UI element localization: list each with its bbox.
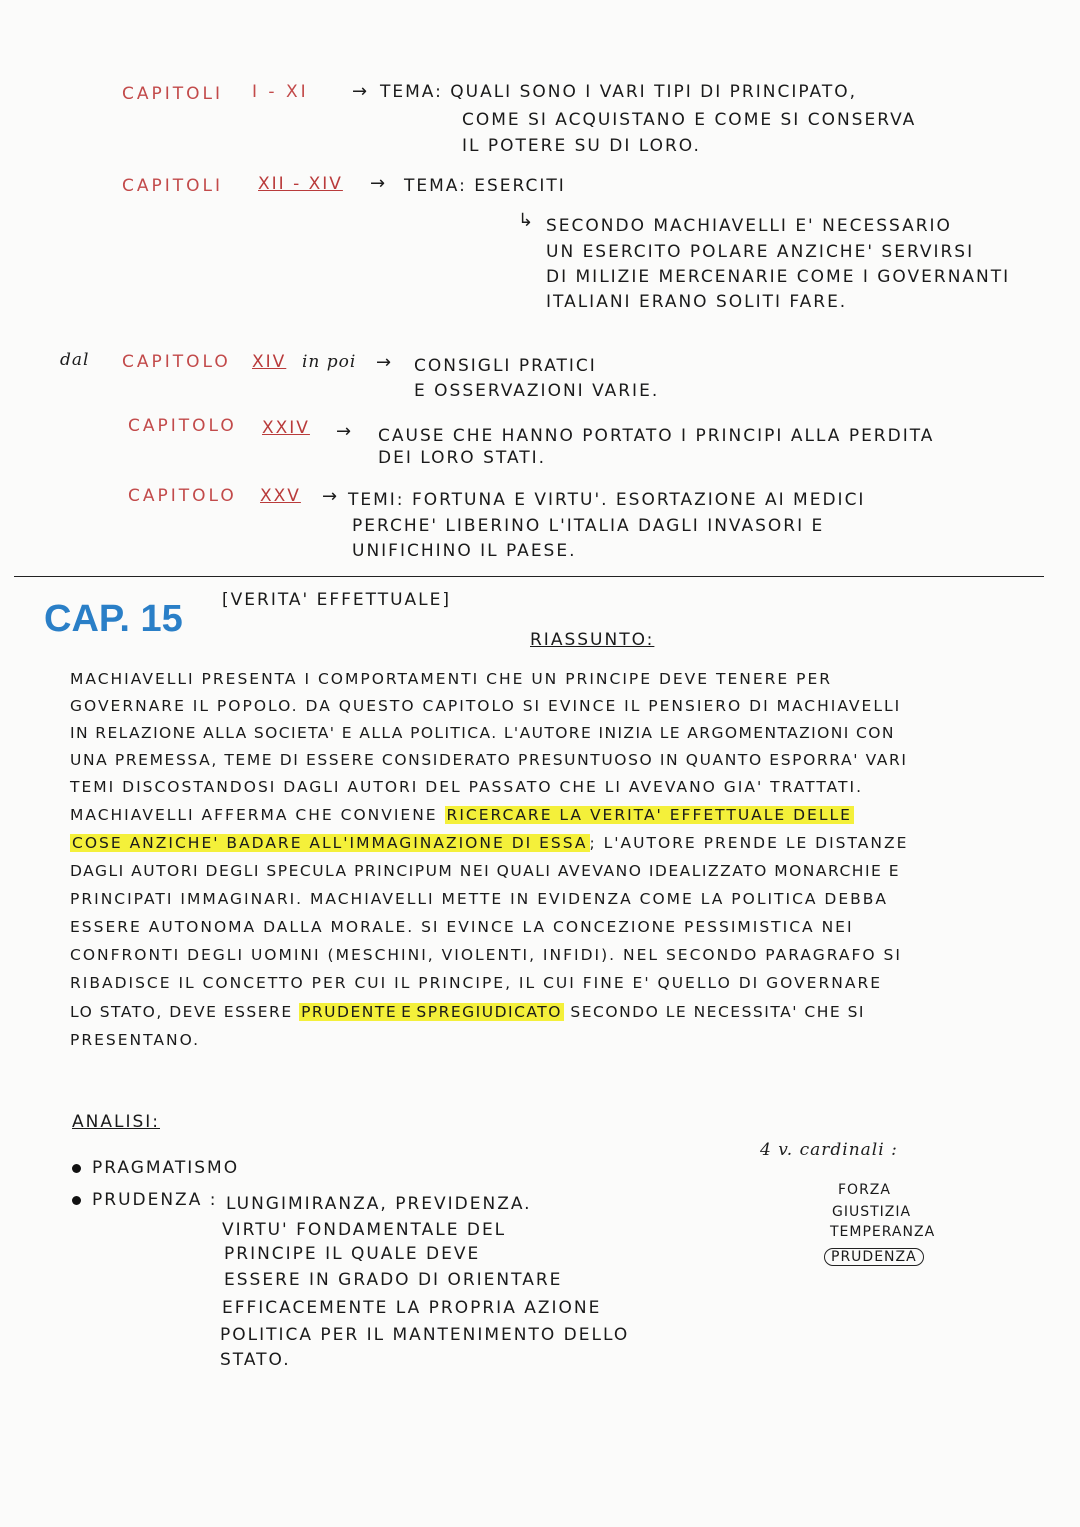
analysis-detail: ESSERE IN GRADO DI ORIENTARE — [224, 1270, 563, 1290]
arrow-right-icon: → — [322, 486, 338, 507]
analysis-point: PRUDENZA : — [92, 1190, 218, 1210]
chapter-number: XXIV — [262, 418, 310, 438]
virtue-item-circled: PRUDENZA — [824, 1248, 924, 1266]
prefix-text: dal — [60, 350, 90, 370]
summary-text: ; L'AUTORE PRENDE LE DISTANZE — [589, 834, 909, 852]
chapter-number: XIV — [252, 352, 287, 372]
chapters-label: CAPITOLI — [122, 176, 224, 196]
note-line: PERCHE' LIBERINO L'ITALIA DAGLI INVASORI E — [352, 516, 825, 536]
summary-text: LO STATO, DEVE ESSERE — [70, 1003, 293, 1021]
note-line: SECONDO MACHIAVELLI E' NECESSARIO — [546, 216, 952, 236]
theme-text: TEMA: ESERCITI — [404, 176, 566, 196]
note-line: CAUSE CHE HANNO PORTATO I PRINCIPI ALLA PERDITA — [378, 426, 935, 446]
summary-text: SECONDO LE NECESSITA' CHE SI — [570, 1003, 866, 1021]
arrow-right-icon: → — [376, 352, 392, 373]
chapters-range: I - XI — [252, 82, 309, 102]
note-line: DI MILIZIE MERCENARIE COME I GOVERNANTI — [546, 267, 1011, 287]
chapter-title: CAP. 15 — [44, 598, 183, 640]
summary-line: PRESENTANO. — [70, 1031, 201, 1049]
note-line: ITALIANI ERANO SOLITI FARE. — [546, 292, 848, 312]
summary-heading: RIASSUNTO: — [530, 630, 655, 650]
arrow-right-icon: → — [352, 81, 368, 102]
arrow-down-right-icon: ↳ — [518, 210, 534, 231]
virtue-item: FORZA — [838, 1182, 891, 1198]
highlight-prudente: PRUDENTE — [301, 1003, 398, 1021]
analysis-detail: EFFICACEMENTE LA PROPRIA AZIONE — [222, 1298, 602, 1318]
summary-text: MACHIAVELLI AFFERMA CHE CONVIENE — [70, 806, 438, 824]
analysis-detail: POLITICA PER IL MANTENIMENTO DELLO — [220, 1325, 630, 1345]
chapter-label: CAPITOLO — [128, 486, 237, 506]
arrow-right-icon: → — [336, 421, 352, 442]
chapters-range: XII - XIV — [258, 174, 343, 194]
theme-text-line: COME SI ACQUISTANO E COME SI CONSERVA — [462, 110, 917, 130]
note-line: UNIFICHINO IL PAESE. — [352, 541, 577, 561]
theme-text-line: IL POTERE SU DI LORO. — [462, 136, 701, 156]
note-line: CONSIGLI PRATICI — [414, 356, 597, 376]
arrow-right-icon: → — [370, 173, 386, 194]
summary-line: DAGLI AUTORI DEGLI SPECULA PRINCIPUM NEI QUALI AVEVANO IDEALIZZATO MONARCHIE E — [70, 862, 901, 880]
bullet-icon — [72, 1196, 81, 1205]
note-line: DEI LORO STATI. — [378, 448, 547, 468]
analysis-detail: VIRTU' FONDAMENTALE DEL — [222, 1220, 507, 1240]
virtue-item: TEMPERANZA — [830, 1224, 936, 1240]
summary-line: GOVERNARE IL POPOLO. DA QUESTO CAPITOLO SI EVINCE IL PENSIERO DI MACHIAVELLI — [70, 697, 902, 715]
analysis-detail: PRINCIPE IL QUALE DEVE — [224, 1244, 481, 1264]
analysis-detail: STATO. — [220, 1350, 291, 1370]
highlight-truth: COSE ANZICHE' BADARE ALL'IMMAGINAZIONE DI ESSA — [72, 834, 588, 852]
summary-line: TEMI DISCOSTANDOSI DAGLI AUTORI DEL PASSATO CHE LI AVEVANO GIA' TRATTATI. — [70, 778, 863, 796]
summary-line — [70, 1003, 865, 1021]
summary-line: RIBADISCE IL CONCETTO PER CUI IL PRINCIPE, IL CUI FINE E' QUELLO DI GOVERNARE — [70, 974, 883, 992]
highlight-spregiudicato: SPREGIUDICATO — [416, 1003, 562, 1021]
summary-line: UNA PREMESSA, TEME DI ESSERE CONSIDERATO PRESUNTUOSO IN QUANTO ESPORRA' VARI — [70, 751, 908, 769]
note-line: TEMI: FORTUNA E VIRTU'. ESORTAZIONE AI MEDICI — [348, 490, 866, 510]
summary-line: IN RELAZIONE ALLA SOCIETA' E ALLA POLITICA. L'AUTORE INIZIA LE ARGOMENTAZIONI CON — [70, 724, 895, 742]
summary-line: PRINCIPATI IMMAGINARI. MACHIAVELLI METTE IN EVIDENZA COME LA POLITICA DEBBA — [70, 890, 889, 908]
note-line: UN ESERCITO POLARE ANZICHE' SERVIRSI — [546, 242, 975, 262]
note-line: E OSSERVAZIONI VARIE. — [414, 381, 660, 401]
suffix-text: in poi — [302, 352, 357, 372]
chapter-number: XXV — [260, 486, 301, 506]
cardinal-heading: 4 v. cardinali : — [760, 1140, 898, 1160]
highlight-truth: RICERCARE LA VERITA' EFFETTUALE DELLE — [446, 806, 852, 824]
summary-line — [70, 834, 908, 852]
summary-line: CONFRONTI DEGLI UOMINI (MESCHINI, VIOLENTI, INFIDI). NEL SECONDO PARAGRAFO SI — [70, 946, 902, 964]
summary-line — [70, 806, 854, 824]
bullet-icon — [72, 1164, 81, 1173]
section-divider — [14, 576, 1044, 577]
analysis-point: PRAGMATISMO — [92, 1158, 240, 1178]
chapter-subtitle: [VERITA' EFFETTUALE] — [222, 590, 452, 610]
chapter-label: CAPITOLO — [128, 416, 237, 436]
virtue-item: GIUSTIZIA — [832, 1204, 912, 1220]
chapter-label: CAPITOLO — [122, 352, 231, 372]
highlight-connector: E — [401, 1003, 413, 1021]
analysis-heading: ANALISI: — [72, 1112, 160, 1132]
chapters-label: CAPITOLI — [122, 84, 224, 104]
summary-line: MACHIAVELLI PRESENTA I COMPORTAMENTI CHE UN PRINCIPE DEVE TENERE PER — [70, 670, 833, 688]
summary-line: ESSERE AUTONOMA DALLA MORALE. SI EVINCE LA CONCEZIONE PESSIMISTICA NEI — [70, 918, 854, 936]
analysis-detail: LUNGIMIRANZA, PREVIDENZA. — [226, 1194, 532, 1214]
theme-text: TEMA: QUALI SONO I VARI TIPI DI PRINCIPATO, — [380, 82, 857, 102]
